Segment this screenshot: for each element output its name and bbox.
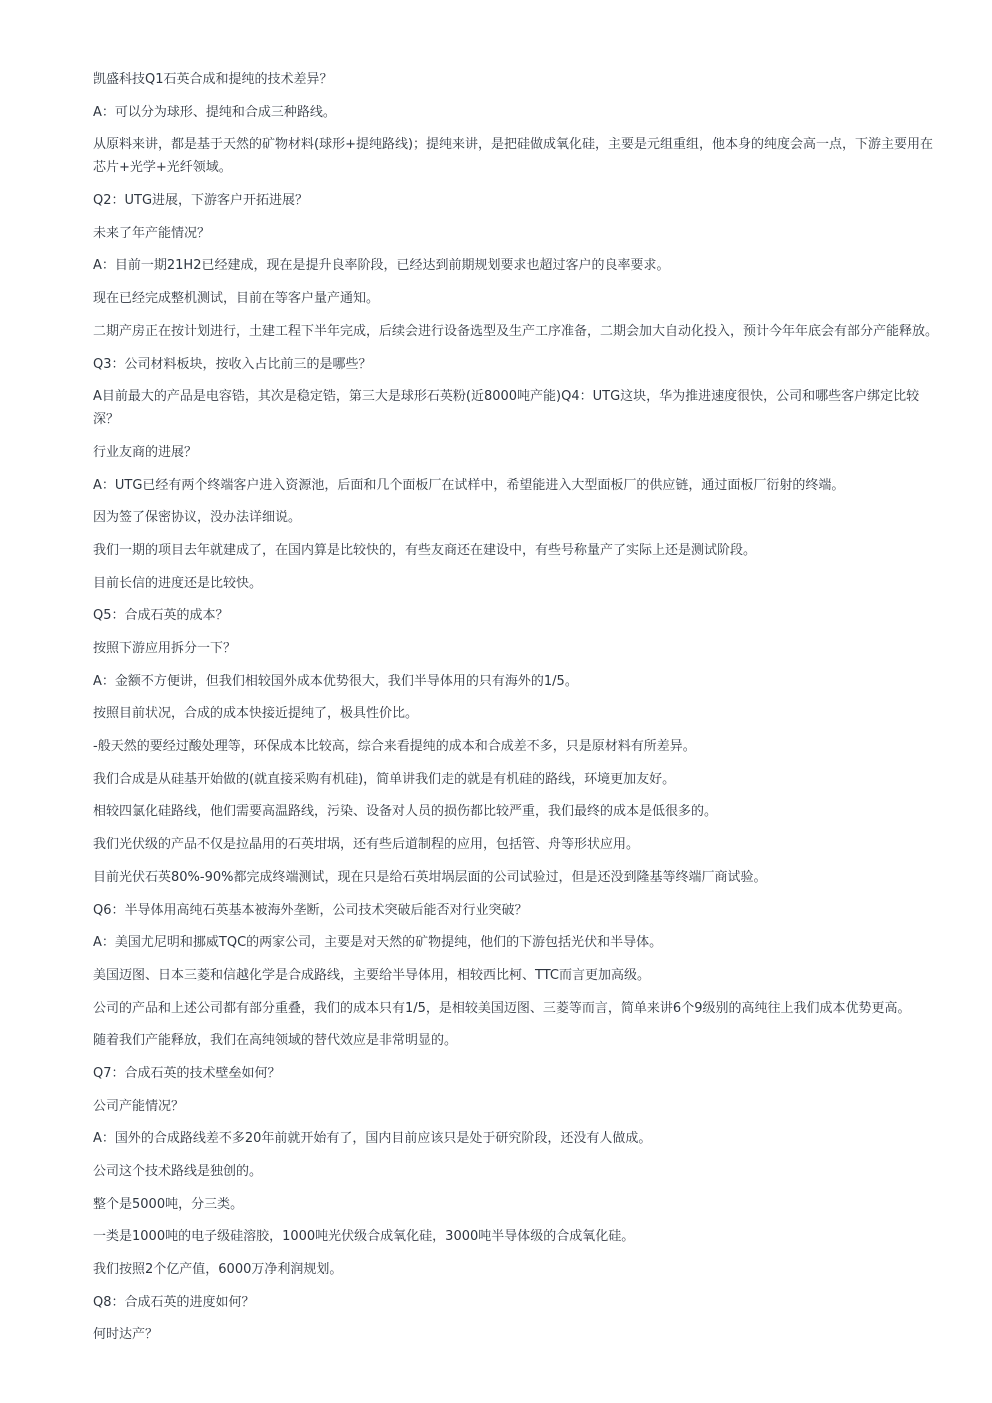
paragraph-q1-answer: A：可以分为球形、提纯和合成三种路线。 <box>93 104 336 120</box>
paragraph-q5-detail-1: 按照目前状况，合成的成本快接近提纯了，极具性价比。 <box>93 706 419 722</box>
paragraph-q7-question: Q7：合成石英的技术壁垒如何？ <box>93 1065 281 1081</box>
paragraph-q6-detail-1: 美国迈图、日本三菱和信越化学是合成路线，主要给半导体用，相较西比柯、TTC而言更加高级。 <box>93 967 650 983</box>
paragraph-q6-answer: A：美国尤尼明和挪威TQC的两家公司，主要是对天然的矿物提纯，他们的下游包括光伏和半导体。 <box>93 935 663 951</box>
paragraph-q2-subquestion: 未来了年产能情况？ <box>93 225 211 241</box>
paragraph-q5-detail-3: 我们合成是从硅基开始做的(就直接采购有机硅)，简单讲我们走的就是有机硅的路线，环境更加友好。 <box>93 771 676 787</box>
paragraph-q7-detail-2: 整个是5000吨，分三类。 <box>93 1196 244 1212</box>
paragraph-q6-question: Q6：半导体用高纯石英基本被海外垄断，公司技术突破后能否对行业突破？ <box>93 902 528 918</box>
paragraph-q5-detail-5: 我们光伏级的产品不仅是拉晶用的石英坩埚，还有些后道制程的应用，包括管、舟等形状应用。 <box>93 837 640 853</box>
paragraph-q2-detail-2: 二期产房正在按计划进行，土建工程下半年完成，后续会进行设备选型及生产工序准备，二期会加大自动化投入，预计今年年底会有部分产能释放。 <box>93 323 939 339</box>
paragraph-q5-detail-4: 相较四氯化硅路线，他们需要高温路线，污染、设备对人员的损伤都比较严重，我们最终的成本是低很多的。 <box>93 804 718 820</box>
paragraph-q5-subquestion: 按照下游应用拆分一下？ <box>93 641 237 656</box>
paragraph-q2-detail-1: 现在已经完成整机测试，目前在等客户量产通知。 <box>93 291 380 307</box>
document-body <box>93 68 945 1356</box>
paragraph-q7-detail-1: 公司这个技术路线是独创的。 <box>93 1164 263 1179</box>
paragraph-q4-detail-3: 目前长信的进度还是比较快。 <box>93 575 263 591</box>
paragraph-q6-detail-2: 公司的产品和上述公司都有部分重叠，我们的成本只有1/5，是相较美国迈图、三菱等而言，简单来讲6个9级别的高纯往上我们成本优势更高。 <box>93 1000 911 1016</box>
paragraph-q8-subquestion: 何时达产？ <box>93 1327 159 1343</box>
paragraph-q5-detail-6: 目前光伏石英80%-90%都完成终端测试，现在只是给石英坩埚层面的公司试验过，但是还没到隆基等终端厂商试验。 <box>93 869 767 885</box>
paragraph-q5-answer: A：金额不方便讲，但我们相较国外成本优势很大，我们半导体用的只有海外的1/5。 <box>93 673 578 689</box>
paragraph-q3-answer-q4-question: A目前最大的产品是电容锆，其次是稳定锆，第三大是球形石英粉(近8000吨产能)Q4：UTG这块，华为推进速度很快，公司和哪些客户绑定比较深？ <box>93 389 920 428</box>
paragraph-q4-detail-1: 因为签了保密协议，没办法详细说。 <box>93 510 302 526</box>
paragraph-q8-question: Q8：合成石英的进度如何？ <box>93 1294 255 1310</box>
paragraph-q5-detail-2: -般天然的要经过酸处理等，环保成本比较高，综合来看提纯的成本和合成差不多，只是原材料有所差异。 <box>93 739 696 755</box>
paragraph-q7-detail-4: 我们按照2个亿产值，6000万净利润规划。 <box>93 1262 343 1278</box>
paragraph-q2-answer: A：目前一期21H2已经建成，现在是提升良率阶段，已经达到前期规划要求也超过客户的良率要求。 <box>93 258 670 274</box>
paragraph-q4-answer: A：UTG已经有两个终端客户进入资源池，后面和几个面板厂在试样中，希望能进入大型面板厂的供应链，通过面板厂衍射的终端。 <box>93 477 845 493</box>
paragraph-q4-detail-2: 我们一期的项目去年就建成了，在国内算是比较快的，有些友商还在建设中，有些号称量产了实际上还是测试阶段。 <box>93 542 757 558</box>
paragraph-q7-detail-3: 一类是1000吨的电子级硅溶胶，1000吨光伏级合成氧化硅，3000吨半导体级的合成氧化硅。 <box>93 1229 635 1245</box>
paragraph-q1-question: 凯盛科技Q1石英合成和提纯的技术差异？ <box>93 72 333 87</box>
paragraph-q6-detail-3: 随着我们产能释放，我们在高纯领域的替代效应是非常明显的。 <box>93 1033 458 1049</box>
paragraph-q7-answer: A：国外的合成路线差不多20年前就开始有了，国内目前应该只是处于研究阶段，还没有人做成。 <box>93 1131 652 1147</box>
paragraph-q3-question: Q3：公司材料板块，按收入占比前三的是哪些？ <box>93 356 372 372</box>
paragraph-q5-question: Q5：合成石英的成本？ <box>93 608 229 624</box>
paragraph-q4-subquestion: 行业友商的进展？ <box>93 444 198 460</box>
paragraph-q1-detail: 从原料来讲，都是基于天然的矿物材料(球形+提纯路线)；提纯来讲，是把硅做成氧化硅，主要是元组重组，他本身的纯度会高一点，下游主要用在芯片+光学+光纤领域。 <box>93 137 934 176</box>
paragraph-q7-subquestion: 公司产能情况？ <box>93 1098 185 1114</box>
paragraph-q2-question: Q2：UTG进展，下游客户开拓进展？ <box>93 193 309 209</box>
